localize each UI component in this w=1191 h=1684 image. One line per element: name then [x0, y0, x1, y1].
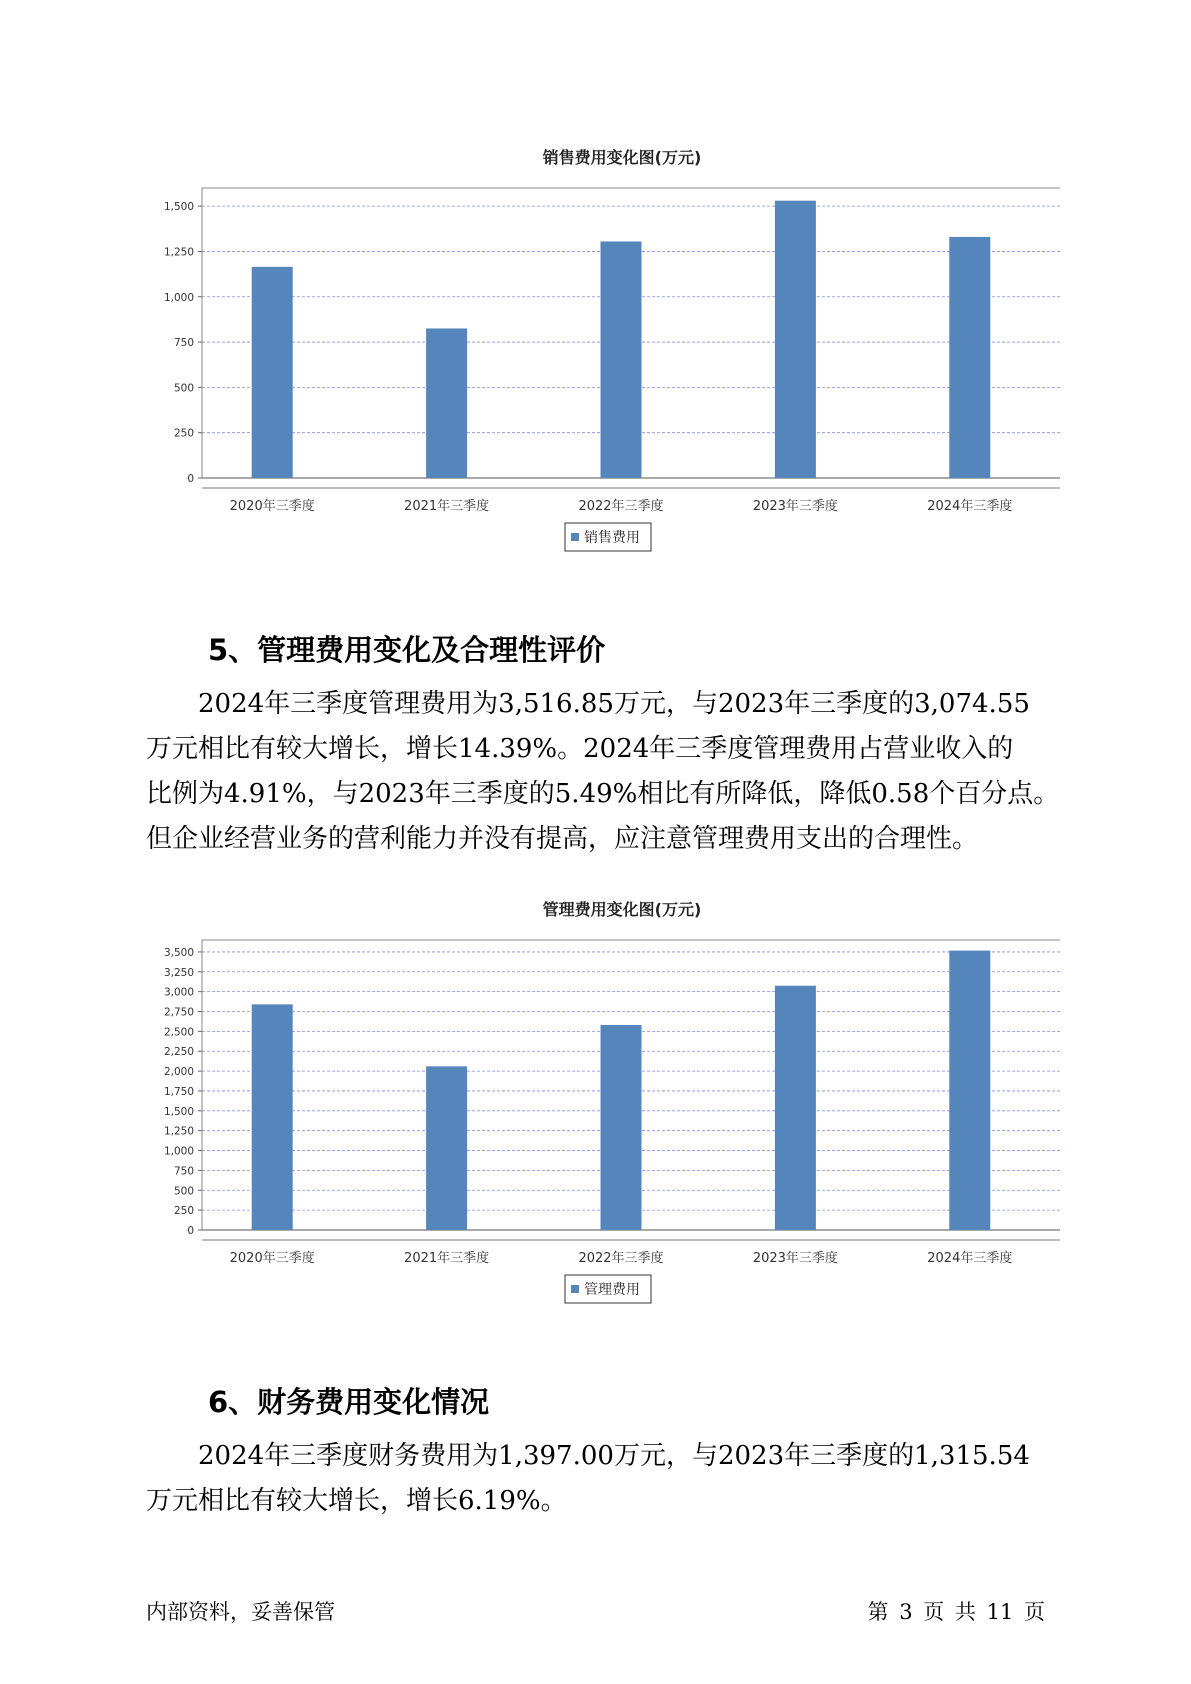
bar — [252, 267, 293, 478]
legend-label: 管理费用 — [584, 1282, 640, 1298]
x-tick-label: 2022年三季度 — [578, 1251, 664, 1266]
x-tick-label: 2023年三季度 — [752, 1251, 838, 1266]
section-6-paragraph — [146, 1434, 1046, 1524]
x-tick-label: 2021年三季度 — [404, 1251, 490, 1266]
x-tick-label: 2022年三季度 — [578, 499, 664, 514]
x-tick-label: 2024年三季度 — [927, 499, 1013, 514]
y-tick-label: 0 — [187, 473, 194, 485]
y-tick-label: 3,500 — [163, 946, 194, 959]
y-tick-label: 1,750 — [163, 1085, 194, 1098]
legend-swatch — [571, 533, 579, 541]
section-6-line: 2024年三季度财务费用为1,397.00万元，与2023年三季度的1,315.54 — [198, 1441, 1030, 1471]
footer-confidential: 内部资料，妥善保管 — [146, 1600, 335, 1624]
y-tick-label: 1,500 — [163, 201, 194, 214]
y-tick-label: 250 — [173, 427, 194, 440]
y-tick-label: 500 — [173, 1185, 194, 1198]
legend-label: 销售费用 — [584, 530, 640, 546]
bar — [949, 951, 990, 1230]
bar — [252, 1004, 293, 1230]
section-6-heading: 6、财务费用变化情况 — [208, 1385, 490, 1419]
admin-expense-chart — [140, 892, 1060, 1352]
footer-page-number: 第 3 页 共 11 页 — [867, 1600, 1045, 1624]
y-tick-label: 2,750 — [163, 1006, 194, 1019]
section-5-line: 但企业经营业务的营利能力并没有提高，应注意管理费用支出的合理性。 — [146, 824, 979, 854]
x-tick-label: 2023年三季度 — [752, 499, 838, 514]
chart-title: 管理费用变化图(万元) — [542, 900, 702, 919]
section-5-heading: 5、管理费用变化及合理性评价 — [208, 633, 606, 667]
section-5-line: 比例为4.91%，与2023年三季度的5.49%相比有所降低，降低0.58个百分点。 — [146, 779, 1060, 809]
y-tick-label: 2,000 — [163, 1066, 194, 1079]
y-tick-label: 500 — [173, 382, 194, 395]
y-tick-label: 1,000 — [163, 291, 194, 304]
section-5-paragraph — [146, 682, 1060, 862]
section-6-line: 万元相比有较大增长，增长6.19%。 — [146, 1486, 567, 1516]
x-tick-label: 2024年三季度 — [927, 1251, 1013, 1266]
y-tick-label: 250 — [173, 1205, 194, 1218]
admin-expense-chart-svg — [140, 892, 1060, 1352]
x-tick-label: 2021年三季度 — [404, 499, 490, 514]
sales-expense-chart-svg — [140, 140, 1060, 600]
chart-title: 销售费用变化图(万元) — [542, 148, 702, 167]
bar — [775, 986, 816, 1230]
bar — [775, 201, 816, 478]
y-tick-label: 1,250 — [163, 246, 194, 259]
y-tick-label: 2,500 — [163, 1026, 194, 1039]
y-tick-label: 3,000 — [163, 986, 194, 999]
y-tick-label: 750 — [173, 337, 194, 350]
sales-expense-chart — [140, 140, 1060, 600]
bar — [601, 1025, 642, 1230]
y-tick-label: 1,500 — [163, 1105, 194, 1118]
y-tick-label: 750 — [173, 1165, 194, 1178]
y-tick-label: 3,250 — [163, 966, 194, 979]
y-tick-label: 0 — [187, 1225, 194, 1237]
bar — [426, 1066, 467, 1230]
y-tick-label: 1,000 — [163, 1145, 194, 1158]
section-5-line: 2024年三季度管理费用为3,516.85万元，与2023年三季度的3,074.55 — [198, 689, 1030, 719]
bar — [426, 328, 467, 478]
x-tick-label: 2020年三季度 — [229, 1251, 315, 1266]
section-5-line: 万元相比有较大增长，增长14.39%。2024年三季度管理费用占营业收入的 — [146, 734, 1014, 764]
bar — [601, 241, 642, 478]
y-tick-label: 2,250 — [163, 1046, 194, 1059]
bar — [949, 237, 990, 478]
legend-swatch — [571, 1285, 579, 1293]
y-tick-label: 1,250 — [163, 1125, 194, 1138]
x-tick-label: 2020年三季度 — [229, 499, 315, 514]
